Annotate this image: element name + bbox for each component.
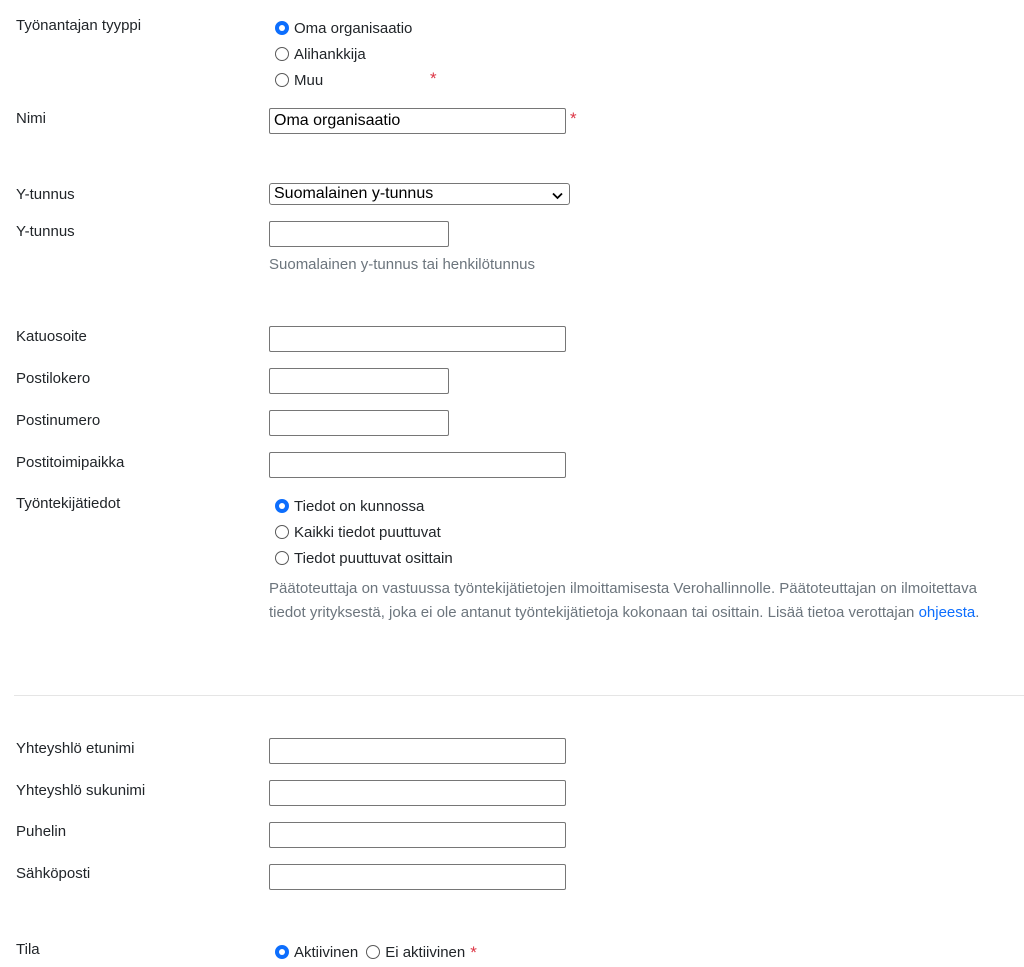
name-input[interactable]: Oma organisaatio xyxy=(269,108,566,134)
radio-checked-icon[interactable] xyxy=(275,21,289,35)
status-option-inactive[interactable]: Ei aktiivinen xyxy=(385,943,466,961)
radio-unchecked-icon[interactable] xyxy=(275,525,289,539)
employer-type-label: Työnantajan tyyppi xyxy=(16,17,142,34)
required-marker: * xyxy=(470,942,477,962)
employee-info-help xyxy=(269,577,1009,625)
employer-type-option-other[interactable] xyxy=(275,69,323,91)
status-option-active[interactable]: Aktiivinen xyxy=(294,943,359,961)
option-label: Tiedot puuttuvat osittain xyxy=(294,549,453,567)
option-label: Oma organisaatio xyxy=(294,19,413,37)
phone-label: Puhelin xyxy=(16,823,67,840)
radio-unchecked-icon[interactable] xyxy=(275,47,289,61)
required-marker: * xyxy=(570,109,577,128)
employer-type-option-subcontractor[interactable] xyxy=(275,43,366,65)
contact-last-name-label: Yhteyshlö sukunimi xyxy=(16,782,146,799)
radio-checked-icon[interactable] xyxy=(275,499,289,513)
business-id-type-label: Y-tunnus xyxy=(16,186,75,203)
option-label: Alihankkija xyxy=(294,45,366,63)
required-marker: * xyxy=(430,69,437,88)
business-id-input[interactable] xyxy=(269,221,449,247)
radio-unchecked-icon[interactable] xyxy=(275,551,289,565)
contact-first-name-input[interactable] xyxy=(269,738,566,764)
postcode-input[interactable] xyxy=(269,410,449,436)
select-value: Suomalainen y-tunnus xyxy=(274,185,434,202)
employee-info-option-ok[interactable] xyxy=(275,495,424,517)
status-options xyxy=(275,941,477,963)
pobox-input[interactable] xyxy=(269,368,449,394)
radio-unchecked-icon[interactable] xyxy=(275,73,289,87)
email-input[interactable] xyxy=(269,864,566,890)
contact-first-name-label: Yhteyshlö etunimi xyxy=(16,740,135,757)
business-id-help: Suomalainen y-tunnus tai henkilötunnus xyxy=(269,256,536,273)
option-label: Muu xyxy=(294,71,324,89)
city-label: Postitoimipaikka xyxy=(16,454,125,471)
street-label: Katuosoite xyxy=(16,328,87,345)
status-label: Tila xyxy=(16,941,40,958)
section-divider xyxy=(14,695,1024,696)
pobox-label: Postilokero xyxy=(16,370,91,387)
radio-unchecked-icon[interactable] xyxy=(366,945,380,959)
radio-checked-icon[interactable] xyxy=(275,945,289,959)
business-id-label: Y-tunnus xyxy=(16,223,75,240)
help-text: Päätoteuttaja on vastuussa työntekijätietojen ilmoittamisesta Verohallinnolle. Päätoteuttajan on ilmoitettava tiedot yrityksestä, joka ei ole antanut työntekijätietoja kokonaan tai osittain. Lisää tietoa verottajan xyxy=(269,580,977,621)
employee-info-option-partial[interactable] xyxy=(275,547,453,569)
email-label: Sähköposti xyxy=(16,865,91,882)
option-label: Tiedot on kunnossa xyxy=(294,497,425,515)
business-id-type-select[interactable] xyxy=(269,183,570,205)
street-input[interactable] xyxy=(269,326,566,352)
help-text-end: . xyxy=(975,604,980,621)
employee-info-option-all-missing[interactable] xyxy=(275,521,441,543)
employee-info-label: Työntekijätiedot xyxy=(16,495,121,512)
chevron-down-icon xyxy=(552,186,563,206)
city-input[interactable] xyxy=(269,452,566,478)
instructions-link[interactable]: ohjeesta xyxy=(918,604,976,621)
contact-last-name-input[interactable] xyxy=(269,780,566,806)
postcode-label: Postinumero xyxy=(16,412,101,429)
phone-input[interactable] xyxy=(269,822,566,848)
name-label: Nimi xyxy=(16,110,46,127)
option-label: Kaikki tiedot puuttuvat xyxy=(294,523,441,541)
employer-type-option-own[interactable] xyxy=(275,17,412,39)
